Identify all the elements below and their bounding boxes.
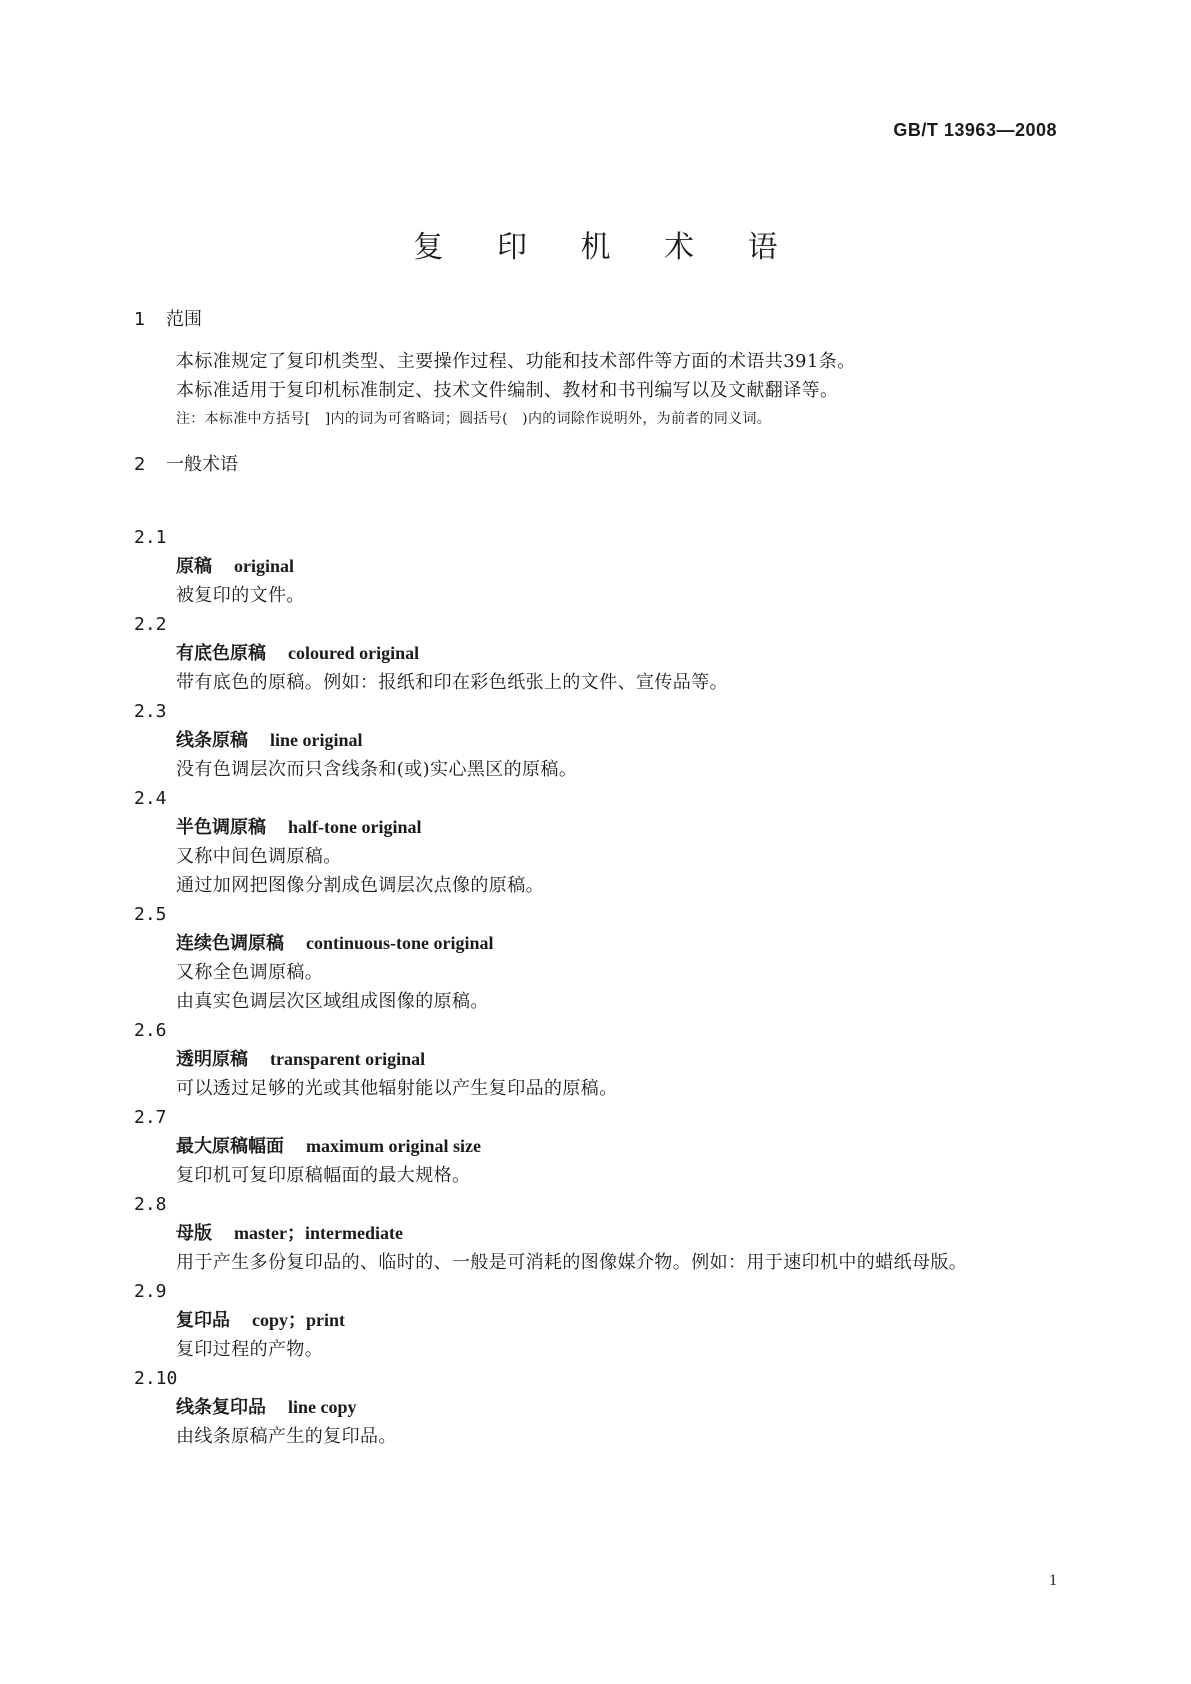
term-heading: [134, 1393, 1064, 1422]
term-definition: 被复印的文件。: [176, 585, 305, 606]
term-definition: 由真实色调层次区域组成图像的原稿。: [176, 991, 489, 1012]
term-number: 2.8: [134, 1194, 167, 1215]
term-chinese: 线条复印品: [176, 1397, 266, 1418]
term-heading: [134, 1219, 1064, 1248]
term-number: 2.3: [134, 701, 167, 722]
term-number: 2.2: [134, 614, 167, 635]
term-definition: 没有色调层次而只含线条和(或)实心黑区的原稿。: [176, 759, 578, 780]
term-heading: [134, 1132, 1064, 1161]
term-definition: 复印过程的产物。: [176, 1339, 324, 1360]
term-heading: [134, 813, 1064, 842]
term-chinese: 最大原稿幅面: [176, 1136, 284, 1157]
term-chinese: 母版: [176, 1223, 212, 1244]
term-number: 2.9: [134, 1281, 167, 1302]
term-english: line copy: [288, 1397, 357, 1417]
term-entry: [134, 784, 1064, 900]
term-english: half-tone original: [288, 817, 422, 837]
term-heading: [134, 639, 1064, 668]
term-definition: 又称中间色调原稿。: [176, 846, 342, 867]
term-chinese: 复印品: [176, 1310, 230, 1331]
term-heading: [134, 1045, 1064, 1074]
page-number: 1: [1049, 1572, 1057, 1589]
term-definition: 带有底色的原稿。例如：报纸和印在彩色纸张上的文件、宣传品等。: [176, 672, 728, 693]
term-heading: [134, 552, 1064, 581]
term-chinese: 半色调原稿: [176, 817, 266, 838]
term-entry: [134, 900, 1064, 1016]
term-number: 2.7: [134, 1107, 167, 1128]
section-1-heading: [134, 305, 202, 331]
term-entry: [134, 1364, 1064, 1451]
term-entry: [134, 610, 1064, 697]
term-chinese: 有底色原稿: [176, 643, 266, 664]
term-heading: [134, 1306, 1064, 1335]
section-2-heading: [134, 450, 238, 476]
scope-paragraph-2: 本标准适用于复印机标准制定、技术文件编制、教材和书刊编写以及文献翻译等。: [176, 380, 839, 401]
term-entry: [134, 1277, 1064, 1364]
term-english: coloured original: [288, 643, 420, 663]
scope-paragraph-1: 本标准规定了复印机类型、主要操作过程、功能和技术部件等方面的术语共391条。: [176, 351, 856, 372]
term-definition: 用于产生多份复印品的、临时的、一般是可消耗的图像媒介物。例如：用于速印机中的蜡纸母版。: [176, 1252, 968, 1273]
term-definition: 由线条原稿产生的复印品。: [176, 1426, 397, 1447]
document-title: 复 印 机 术 语: [413, 230, 800, 265]
term-english: line original: [270, 730, 363, 750]
term-number: 2.4: [134, 788, 167, 809]
term-heading: [134, 726, 1064, 755]
term-english: transparent original: [270, 1049, 426, 1069]
term-number: 2.1: [134, 527, 167, 548]
section-number: 2: [134, 454, 146, 475]
term-entry: [134, 1190, 1064, 1277]
term-chinese: 线条原稿: [176, 730, 248, 751]
term-entry: [134, 1103, 1064, 1190]
term-entry: [134, 1016, 1064, 1103]
term-english: continuous-tone original: [306, 933, 494, 953]
term-entry: [134, 697, 1064, 784]
term-definition: 可以透过足够的光或其他辐射能以产生复印品的原稿。: [176, 1078, 618, 1099]
term-definition: 又称全色调原稿。: [176, 962, 324, 983]
term-number: 2.6: [134, 1020, 167, 1041]
term-number: 2.5: [134, 904, 167, 925]
term-english: master；intermediate: [234, 1223, 403, 1243]
term-chinese: 连续色调原稿: [176, 933, 284, 954]
term-entry: [134, 523, 1064, 610]
term-english: maximum original size: [306, 1136, 481, 1156]
term-entries: [134, 523, 1064, 1451]
term-chinese: 原稿: [176, 556, 212, 577]
standard-code: GB/T 13963—2008: [893, 120, 1057, 140]
term-heading: [134, 929, 1064, 958]
term-number: 2.10: [134, 1368, 178, 1389]
term-english: copy；print: [252, 1310, 346, 1330]
term-english: original: [234, 556, 295, 576]
term-definition: 通过加网把图像分割成色调层次点像的原稿。: [176, 875, 544, 896]
term-definition: 复印机可复印原稿幅面的最大规格。: [176, 1165, 471, 1186]
scope-note: 注：本标准中方括号[ ]内的词为可省略词；圆括号( )内的词除作说明外，为前者的同义词。: [176, 411, 772, 427]
section-number: 1: [134, 309, 146, 330]
section-title: 一般术语: [166, 454, 238, 475]
section-title: 范围: [166, 309, 202, 330]
term-chinese: 透明原稿: [176, 1049, 248, 1070]
